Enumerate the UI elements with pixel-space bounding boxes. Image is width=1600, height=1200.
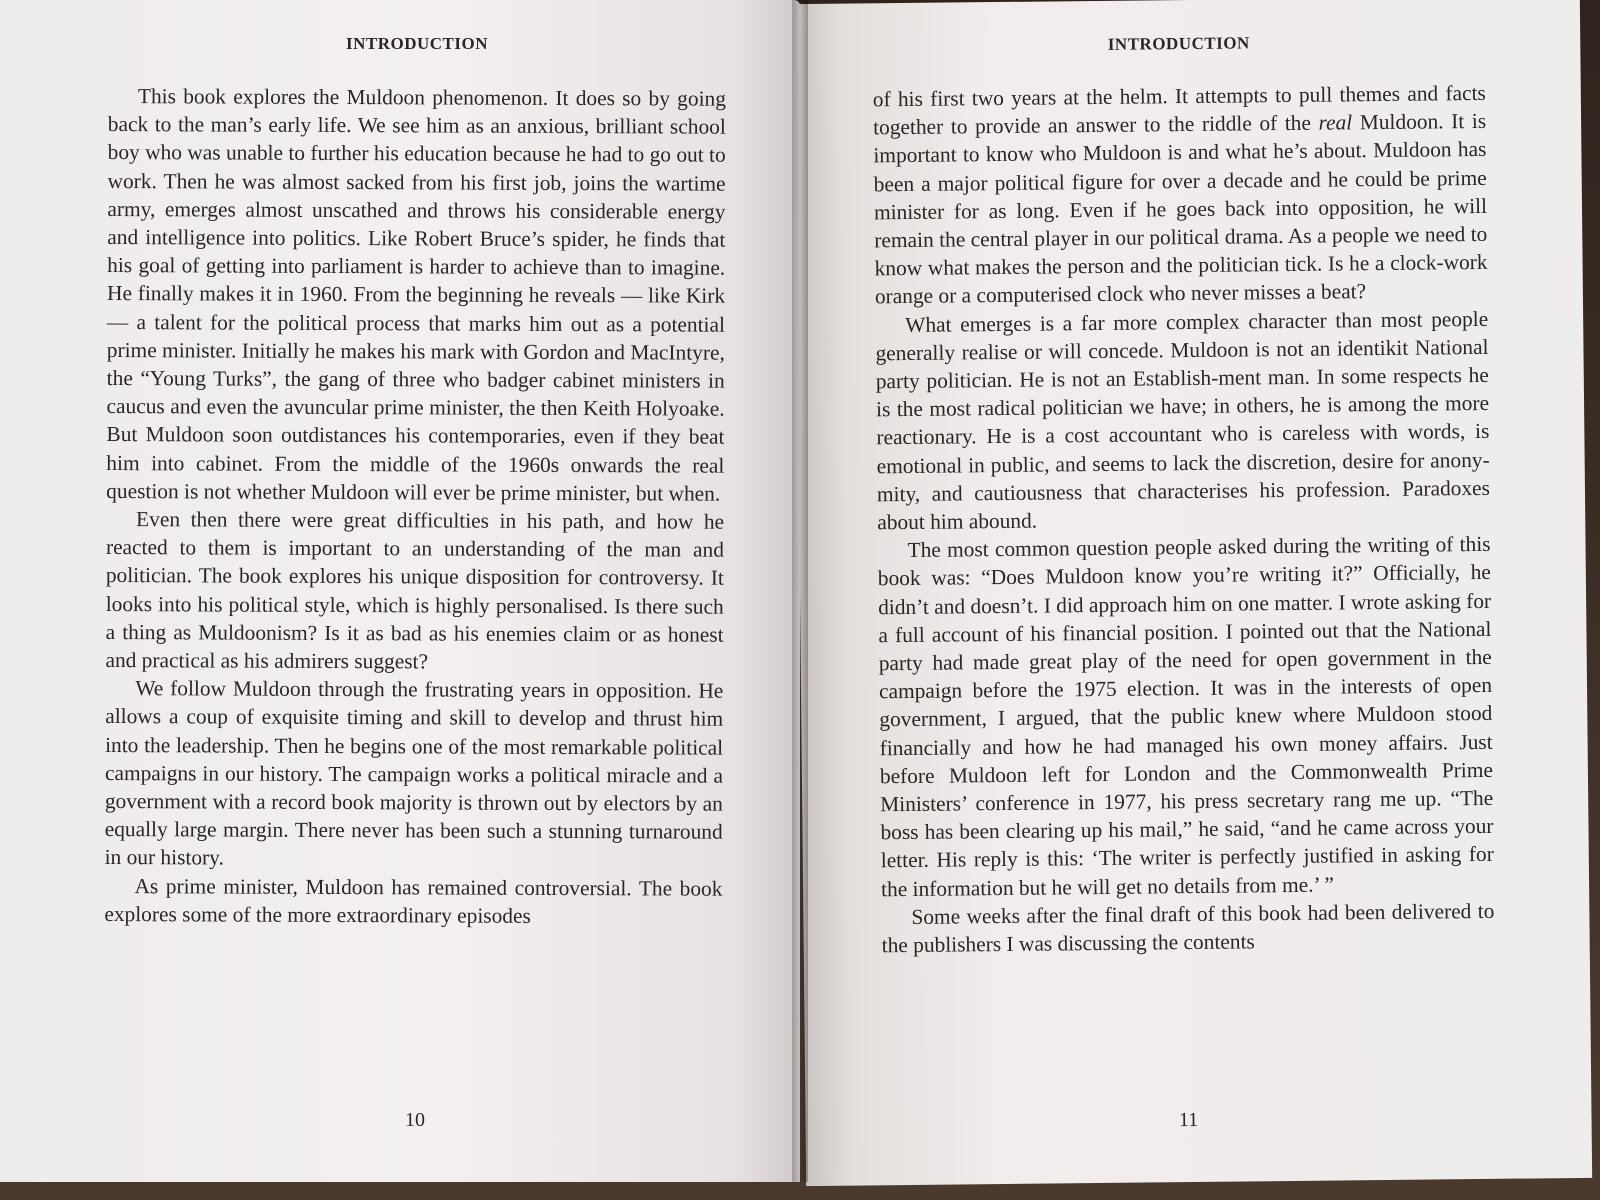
running-head: INTRODUCTION [345,34,489,53]
page-number: 11 [1178,1108,1199,1132]
page-body [104,82,726,931]
paragraph-text: of his first two years at the helm. It attempts to pull themes and facts together to provide an answer to the riddle of the [872,80,1486,140]
paragraph-text: Muldoon. It is important to know who Muldoon is and what he’s about. Muldoon has been a major political figure for over a decade and he could be prime minister for as long. Even if he goes back into opposition, he will remain the central player in our political drama. As a people we need to know what makes the person and the politician tick. Is he a clock-work orange or a computerised clock who never misses a beat? [873,109,1488,309]
page-number: 10 [405,1109,425,1131]
paragraph: What emerges is a far more complex character than most people generally realise or will concede. Muldoon is not an identikit National party politician. He is not an Establish-ment man. In some respects he is the most radical politician we have; in others, he is among the more reactionary. He is a cost accountant who is careless with words, is emotional in public, and seems to lack the discretion, desire for anony-mity, and cautiousness that characterises his profession. Paradoxes about him abound. [875,306,1491,535]
paragraph: This book explores the Muldoon phenomenon. It does so by going back to the man’s early life. We see him as an anxious, brilliant school boy who was unable to further his education because he had to go out to work. Then he was almost sacked from his first job, joins the wartime army, emerges almost unscathed and throws his considerable energy and intelligence into politics. Like Robert Bruce’s spider, he finds that his goal of getting into parliament is harder to achieve than to imagine. He finally makes it in 1960. From the beginning he reveals — like Kirk — a talent for the political process that marks him out as a potential prime minister. Initially he makes his mark with Gordon and MacIntyre, the “Young Turks”, the gang of three who badger cabinet ministers in caucus and even the avuncular prime minister, the then Keith Holyoake. But Muldoon soon outdistances his contemporaries, even if they beat him into cabinet. From the middle of the 1960s onwards the real question is not whether Muldoon will ever be prime minister, but when. [106,84,726,506]
left-page [0,0,800,1182]
paragraph: Some weeks after the final draft of this book had been delivered to the publishers I was discussing the contents [881,898,1495,958]
paragraph: As prime minister, Muldoon has remained controversial. The book explores some of the more extraordinary episodes [104,873,723,928]
right-page [794,0,1592,1186]
paragraph [873,79,1488,311]
paragraph: Even then there were great difficulties in his path, and how he reacted to them is important to an understanding of the man and politician. The book explores his unique disposition for controversy. It looks into his political style, which is highly personalised. Is there such a thing as Muldoonism? Is it as bad as his enemies claim or as honest and practical as his admirers suggest? [105,507,725,674]
running-head: INTRODUCTION [1107,33,1250,54]
book-gutter [792,0,808,1182]
paragraph: We follow Muldoon through the frustrating years in opposition. He allows a coup of exquisite timing and skill to develop and thrust him into the leadership. Then he begins one of the most remarkable political campaigns in our history. The campaign works a political miracle and a government with a record book majority is thrown out by electors by an equally large margin. There never has been such a stunning turnaround in our history. [104,676,724,870]
page-body [873,79,1495,960]
paragraph: The most common question people asked during the writing of this book was: “Does Muldoon know you’re writing it?” Officially, he didn’t and doesn’t. I did approach him on one matter. I wrote asking for a full account of his financial position. I pointed out that the National party had made great play of the need for open government in the campaign before the 1975 election. It was in the interests of open government, I argued, that the public knew where Muldoon stood financially and how he had managed his own money affairs. Just before Muldoon left for London and the Commonwealth Prime Ministers’ conference in 1977, his press secretary rang me up. “The boss has been clearing up his mail,” he said, “and he came across your letter. His reply is this: ‘The writer is perfectly justified in asking for the information but he will get no details from me.’ ” [877,532,1494,901]
italic-word: real [1318,110,1353,135]
